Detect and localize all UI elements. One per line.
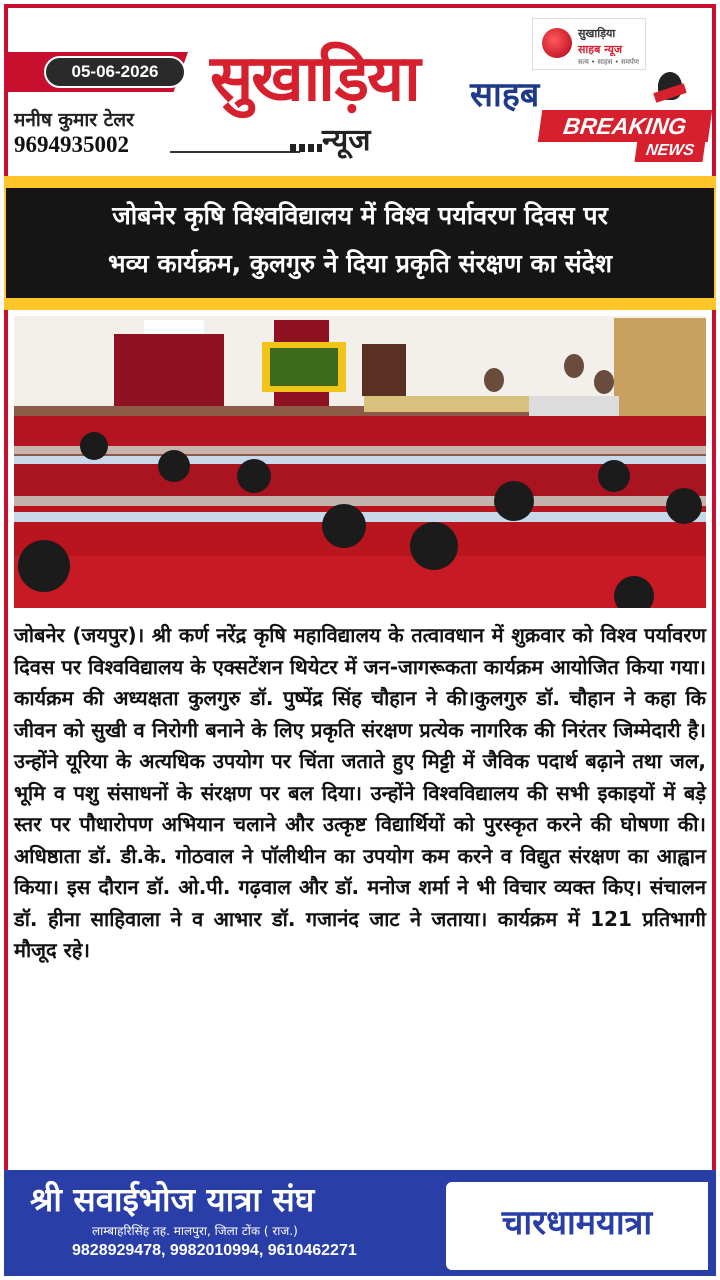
brand-title: सुखाड़िया bbox=[210, 41, 419, 116]
footer-address: लाम्बाहरिसिंह तह. मालपुरा, जिला टोंक ( राज.) bbox=[92, 1224, 298, 1238]
date-badge: 05-06-2026 bbox=[44, 56, 186, 88]
breaking-news-badge: NEWS bbox=[634, 140, 705, 162]
brand-dots bbox=[290, 144, 322, 152]
divider bbox=[170, 151, 300, 153]
logo-text: साहब न्यूज bbox=[578, 43, 623, 56]
footer-tagline: चारधामयात्रा bbox=[501, 1203, 653, 1243]
brand-subtitle: साहब bbox=[470, 75, 540, 115]
headline-line-2: भव्य कार्यक्रम, कुलगुरु ने दिया प्रकृति संरक्षण का संदेश bbox=[108, 249, 612, 278]
reporter-name: मनीष कुमार टेलर bbox=[14, 109, 134, 131]
logo-tagline: सत्य • साहस • समर्पण bbox=[578, 58, 639, 66]
reporter-phone: 9694935002 bbox=[14, 132, 129, 157]
globe-icon bbox=[542, 28, 572, 58]
logo-text: सुखाड़िया bbox=[578, 27, 616, 40]
brand-news: न्यूज bbox=[322, 123, 371, 158]
breaking-badge: BREAKING bbox=[538, 110, 712, 142]
auditorium-illustration bbox=[14, 316, 706, 608]
headline-line-1: जोबनेर कृषि विश्वविद्यालय में विश्व पर्यावरण दिवस पर bbox=[112, 201, 608, 230]
event-photo bbox=[14, 316, 706, 608]
footer-phones: 9828929478, 9982010994, 9610462271 bbox=[72, 1242, 357, 1259]
footer-title: श्री सवाईभोज यात्रा संघ bbox=[30, 1180, 315, 1219]
article-body: जोबनेर (जयपुर)। श्री कर्ण नरेंद्र कृषि महाविद्यालय के तत्वावधान में शुक्रवार को विश्व पर्यावरण दिवस पर विश्वविद्यालय के एक्सटेंशन थियेटर में जन-जागरूकता कार्यक्रम आयोजित किया गया। कार्यक्रम की अध्यक्षता कुलगुरु डॉ. पुष्पेंद्र सिंह चौहान ने की।कुलगुरु डॉ. चौहान ने कहा कि जीवन को सुखी व निरोगी बनाने के लिए प्रकृति संरक्षण प्रत्येक नागरिक की निरंतर जिम्मेदारी है। उन्होंने यूरिया के अत्यधिक उपयोग पर चिंता जताते हुए मिट्टी में जैविक पदार्थ बढ़ाने तथा जल, भूमि व पशु संसाधनों के संरक्षण पर बल दिया। उन्होंने विश्वविद्यालय की सभी इकाइयों में बड़े स्तर पर पौधारोपण अभियान चलाने और उत्कृष्ट विद्यार्थियों को पुरस्कृत करने की घोषणा की। अधिष्ठाता डॉ. डी.के. गोठवाल ने पॉलीथीन का उपयोग कम करने व विद्युत संरक्षण का आह्वान किया। इस दौरान डॉ. ओ.पी. गढ़वाल और डॉ. मनोज शर्मा ने भी विचार व्यक्त किए। संचालन डॉ. हीना साहिवाला ने व आभार डॉ. गजानंद जाट ने जताया। कार्यक्रम में 121 प्रतिभागी मौजूद रहे। bbox=[14, 623, 706, 962]
